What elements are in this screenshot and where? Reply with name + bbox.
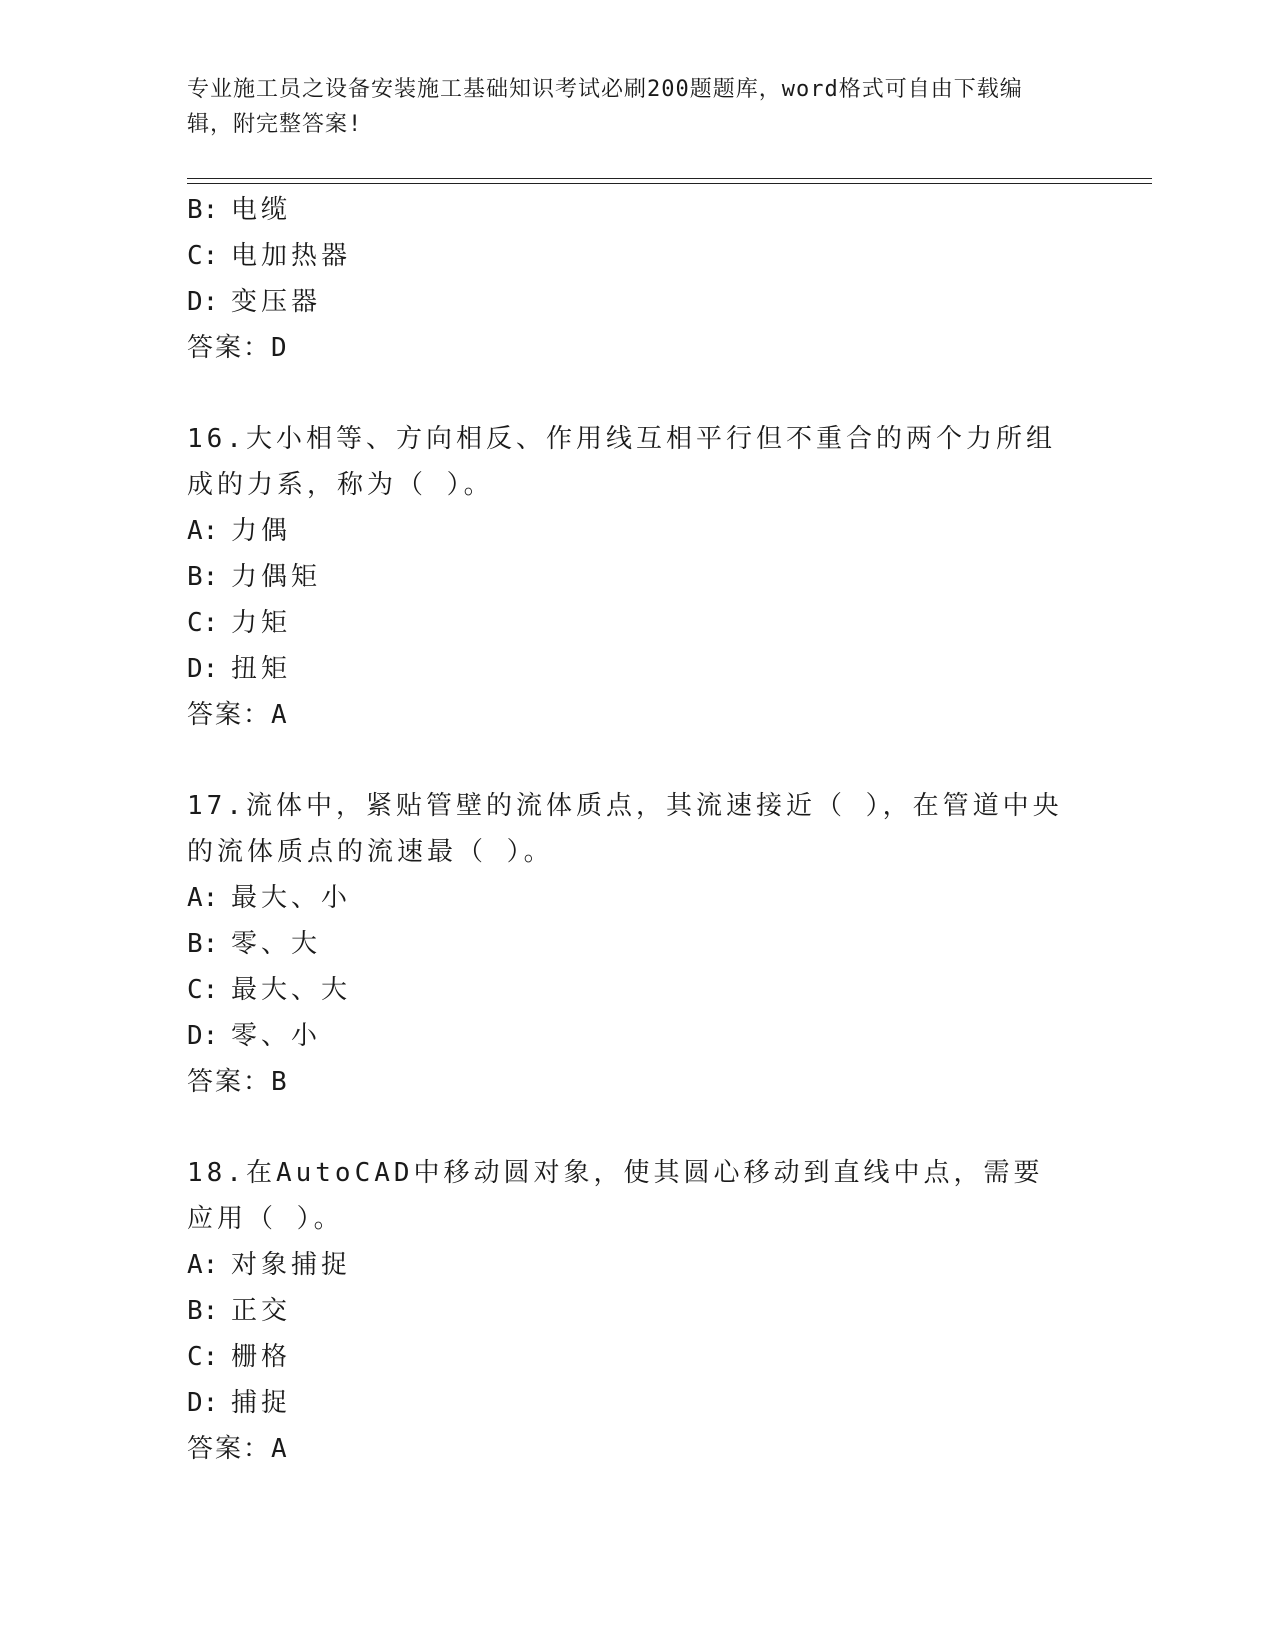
document-header: 专业施工员之设备安装施工基础知识考试必刷200题题库，word格式可自由下载编辑，附完整答案! xyxy=(187,77,1023,137)
option-letter: C: xyxy=(187,241,219,271)
option-a xyxy=(187,1242,1067,1288)
option-b xyxy=(187,1288,1067,1334)
option-letter: D: xyxy=(187,1388,219,1418)
option-c xyxy=(187,967,1067,1013)
option-letter: B: xyxy=(187,929,219,959)
option-letter: A: xyxy=(187,883,219,913)
option-letter: B: xyxy=(187,195,219,225)
option-text: 零、小 xyxy=(231,1021,322,1051)
answer-label: 答案： xyxy=(187,333,272,363)
option-letter: C: xyxy=(187,1342,219,1372)
header-rule-bottom xyxy=(187,183,1152,184)
answer-label: 答案： xyxy=(187,1434,272,1464)
option-letter: C: xyxy=(187,975,219,1005)
option-b xyxy=(187,921,1067,967)
question-text xyxy=(187,783,1067,875)
option-c xyxy=(187,1334,1067,1380)
option-d xyxy=(187,279,1067,325)
question-text xyxy=(187,416,1067,508)
option-d xyxy=(187,1380,1067,1426)
question-number: 16. xyxy=(187,424,246,454)
answer-value: A xyxy=(271,1434,289,1464)
question-text xyxy=(187,1150,1067,1242)
answer-value: B xyxy=(271,1067,289,1097)
previous-question-tail xyxy=(187,187,1067,371)
option-b xyxy=(187,187,1067,233)
option-d xyxy=(187,646,1067,692)
answer-label: 答案： xyxy=(187,700,272,730)
option-text: 变压器 xyxy=(231,287,322,317)
option-text: 扭矩 xyxy=(231,654,292,684)
option-c xyxy=(187,233,1067,279)
answer-value: D xyxy=(271,333,289,363)
option-b xyxy=(187,554,1067,600)
question-16 xyxy=(187,416,1067,738)
answer-line xyxy=(187,1059,1067,1105)
option-text: 力偶矩 xyxy=(231,562,322,592)
option-text: 正交 xyxy=(231,1296,292,1326)
option-text: 力偶 xyxy=(231,516,292,546)
question-number: 17. xyxy=(187,791,246,821)
option-text: 捕捉 xyxy=(231,1388,292,1418)
question-body: 大小相等、方向相反、作用线互相平行但不重合的两个力所组成的力系，称为（ ）。 xyxy=(187,424,1056,500)
option-letter: A: xyxy=(187,516,219,546)
question-17 xyxy=(187,783,1067,1105)
option-letter: B: xyxy=(187,1296,219,1326)
answer-value: A xyxy=(271,700,289,730)
answer-line xyxy=(187,1426,1067,1472)
option-letter: D: xyxy=(187,287,219,317)
option-letter: D: xyxy=(187,654,219,684)
option-text: 电加热器 xyxy=(231,241,352,271)
header-rule-top xyxy=(187,178,1152,179)
question-number: 18. xyxy=(187,1158,246,1188)
option-d xyxy=(187,1013,1067,1059)
question-body: 在AutoCAD中移动圆对象，使其圆心移动到直线中点，需要应用（ ）。 xyxy=(187,1158,1044,1234)
option-text: 栅格 xyxy=(231,1342,292,1372)
option-letter: A: xyxy=(187,1250,219,1280)
answer-label: 答案： xyxy=(187,1067,272,1097)
option-a xyxy=(187,875,1067,921)
question-18 xyxy=(187,1150,1067,1472)
option-letter: B: xyxy=(187,562,219,592)
option-text: 对象捕捉 xyxy=(231,1250,352,1280)
option-text: 电缆 xyxy=(231,195,292,225)
option-a xyxy=(187,508,1067,554)
option-text: 最大、小 xyxy=(231,883,352,913)
option-c xyxy=(187,600,1067,646)
option-text: 零、大 xyxy=(231,929,322,959)
answer-line xyxy=(187,692,1067,738)
question-body: 流体中，紧贴管壁的流体质点，其流速接近（ ），在管道中央的流体质点的流速最（ ）。 xyxy=(187,791,1063,867)
question-list xyxy=(187,187,1067,1472)
option-letter: C: xyxy=(187,608,219,638)
option-text: 最大、大 xyxy=(231,975,352,1005)
option-text: 力矩 xyxy=(231,608,292,638)
option-letter: D: xyxy=(187,1021,219,1051)
answer-line xyxy=(187,325,1067,371)
